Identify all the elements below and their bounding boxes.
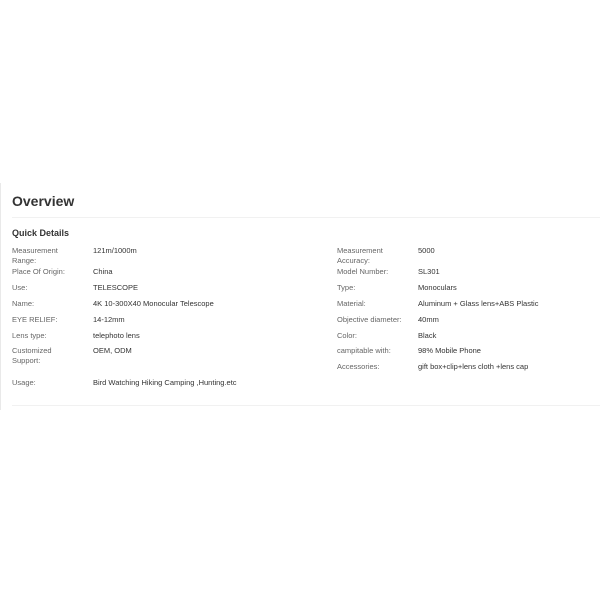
detail-label: Place Of Origin: <box>12 267 65 276</box>
detail-value: Monoculars <box>418 283 457 292</box>
detail-label: Customized Support: <box>12 346 52 365</box>
detail-value: gift box+clip+lens cloth +lens cap <box>418 362 529 371</box>
detail-value: 4K 10-300X40 Monocular Telescope <box>93 299 214 308</box>
detail-row <box>337 315 538 331</box>
detail-label: Material: <box>337 299 366 308</box>
detail-value: 14-12mm <box>93 315 125 324</box>
detail-row <box>337 283 538 299</box>
detail-value: 40mm <box>418 315 439 324</box>
detail-row <box>337 331 538 346</box>
detail-value: 121m/1000m <box>93 246 137 255</box>
detail-row <box>337 346 538 362</box>
overview-panel <box>0 183 600 410</box>
detail-value: China <box>93 267 113 276</box>
detail-value: SL301 <box>418 267 440 276</box>
detail-label: Model Number: <box>337 267 389 276</box>
detail-value: Black <box>418 331 437 340</box>
detail-label: Lens type: <box>12 331 47 340</box>
detail-value: TELESCOPE <box>93 283 139 292</box>
detail-row <box>12 315 237 331</box>
detail-label: Color: <box>337 331 358 340</box>
detail-label: Use: <box>12 283 28 292</box>
detail-value: 5000 <box>418 246 435 255</box>
detail-label: Type: <box>337 283 356 292</box>
detail-row <box>12 346 237 378</box>
title-divider <box>12 217 600 218</box>
detail-label: Usage: <box>12 378 36 387</box>
detail-row <box>12 378 237 390</box>
detail-label: campitable with: <box>337 346 391 355</box>
detail-label: EYE RELIEF: <box>12 315 58 324</box>
detail-value: OEM, ODM <box>93 346 132 355</box>
detail-row <box>337 246 538 267</box>
details-left-column <box>12 246 237 390</box>
bottom-divider <box>12 405 600 406</box>
detail-value: telephoto lens <box>93 331 140 340</box>
detail-row <box>12 267 237 283</box>
detail-label: Name: <box>12 299 35 308</box>
detail-row <box>337 267 538 283</box>
overview-title: Overview <box>12 193 75 209</box>
detail-row <box>12 299 237 315</box>
detail-label: Objective diameter: <box>337 315 402 324</box>
detail-row <box>12 246 237 267</box>
detail-value: 98% Mobile Phone <box>418 346 481 355</box>
detail-label: Measurement Accuracy: <box>337 246 383 265</box>
detail-value: Aluminum + Glass lens+ABS Plastic <box>418 299 539 308</box>
detail-value: Bird Watching Hiking Camping ,Hunting.etc <box>93 378 237 387</box>
detail-row <box>12 283 237 299</box>
quick-details-heading: Quick Details <box>12 228 70 238</box>
detail-row <box>337 362 538 374</box>
detail-row <box>337 299 538 315</box>
detail-label: Accessories: <box>337 362 380 371</box>
detail-label: Measurement Range: <box>12 246 58 265</box>
detail-row <box>12 331 237 346</box>
details-right-column <box>337 246 538 374</box>
